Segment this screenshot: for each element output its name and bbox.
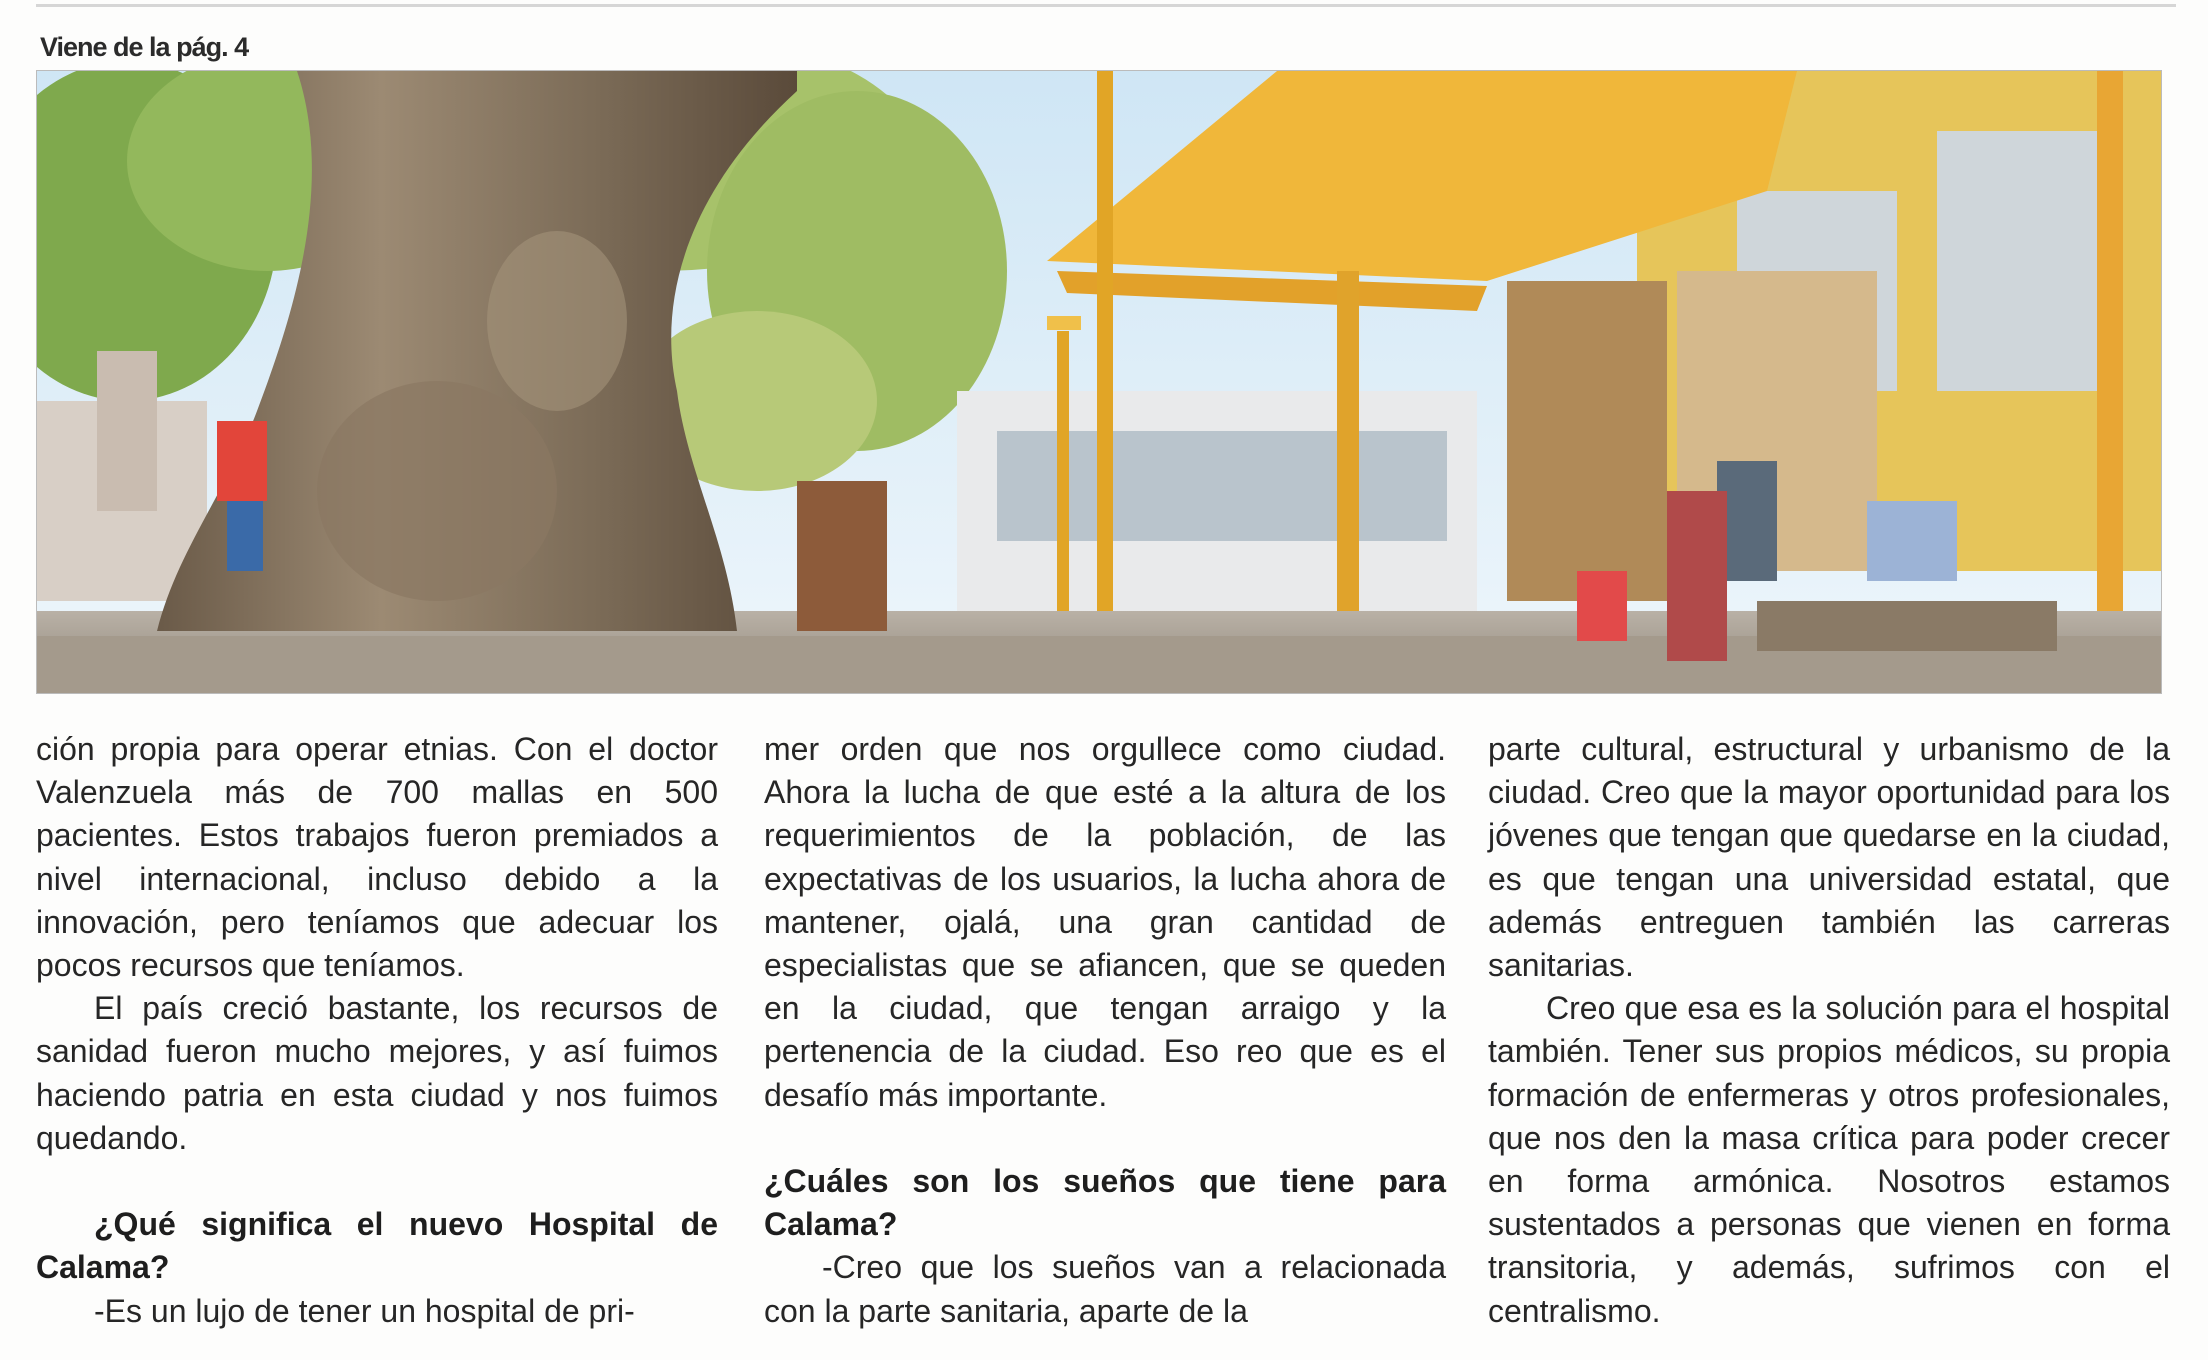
- street-plaza-photo: [36, 70, 2162, 694]
- article-column-3: [1488, 728, 2170, 1333]
- paragraph: parte cultural, estructural y urbanismo de la ciudad. Creo que la mayor oportunidad para los jóvenes que tengan que quedarse en la ciudad, es que tengan una universidad estatal, que además entreguen también las carreras sanitarias.: [1488, 731, 2170, 984]
- top-rule: [36, 4, 2176, 7]
- paragraph-gap: [36, 1160, 718, 1203]
- interview-question: ¿Cuáles son los sueños que tiene para Calama?: [764, 1163, 1446, 1243]
- paragraph: El país creció bastante, los recursos de sanidad fueron mucho mejores, y así fuimos haciendo patria en esta ciudad y nos fuimos quedando.: [36, 990, 718, 1156]
- interview-answer: -Creo que los sueños van a relacionada con la parte sanitaria, aparte de la: [764, 1249, 1446, 1329]
- interview-question: ¿Qué significa el nuevo Hospital de Calama?: [36, 1206, 718, 1286]
- continued-from-label: Viene de la pág. 4: [40, 32, 249, 62]
- paragraph: ción propia para operar etnias. Con el doctor Valenzuela más de 700 mallas en 500 pacientes. Estos trabajos fueron premiados a nivel internacional, incluso debido a la innovación, pero teníamos que adecuar los pocos recursos que teníamos.: [36, 731, 718, 984]
- article-column-1: [36, 728, 718, 1333]
- interview-answer: -Es un lujo de tener un hospital de pri-: [94, 1292, 635, 1329]
- paragraph: Creo que esa es la solución para el hospital también. Tener sus propios médicos, su propia formación de enfermeras y otros profesionales, que nos den la masa crítica para poder crecer en forma armónica. Nosotros estamos sustentados a personas que vienen en forma transitoria, y además, sufrimos con el centralismo.: [1488, 990, 2170, 1329]
- paragraph: mer orden que nos orgullece como ciudad. Ahora la lucha de que esté a la altura de los requerimientos de la población, de las expectativas de los usuarios, la lucha ahora de mantener, ojalá, una gran cantidad de especialistas que se afiancen, que se queden en la ciudad, que tengan arraigo y la pertenencia de la ciudad. Eso reo que es el desafío más importante.: [764, 731, 1446, 1113]
- article-column-2: [764, 728, 1446, 1333]
- paragraph-gap: [764, 1117, 1446, 1160]
